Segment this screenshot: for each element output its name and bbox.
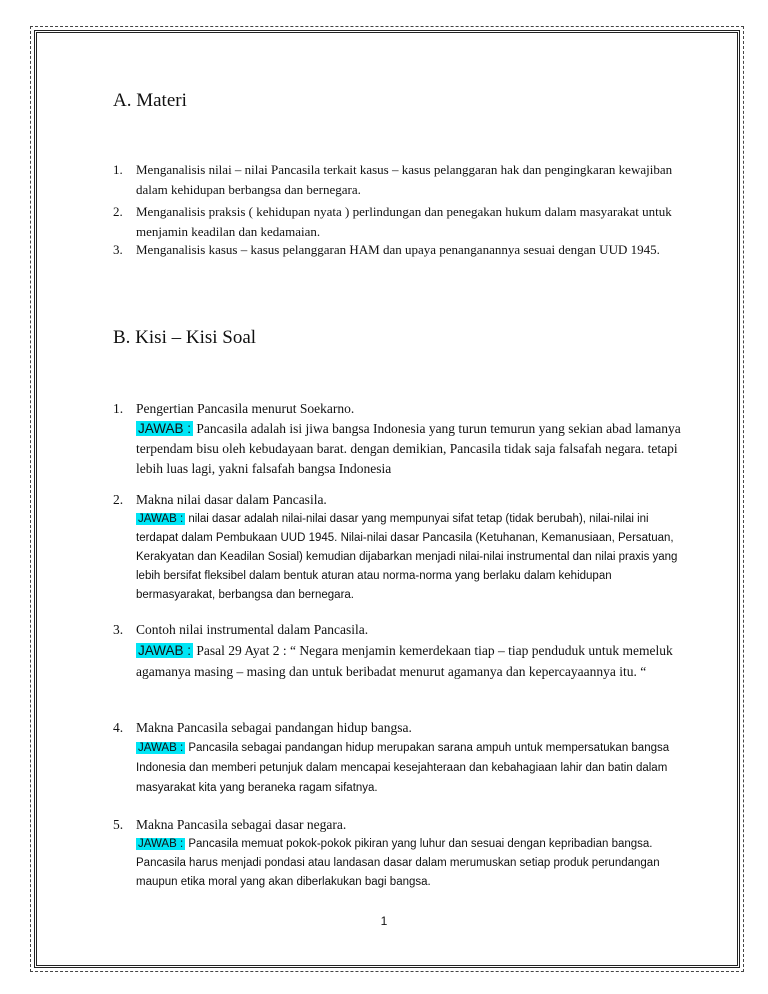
question-item — [113, 814, 688, 892]
materi-text: Menganalisis nilai – nilai Pancasila terkait kasus – kasus pelanggaran hak dan pengingkaran kewajiban dalam kehidupan berbangsa dan bernegara. — [136, 162, 673, 197]
list-number: 5. — [113, 817, 124, 832]
list-number: 3. — [113, 242, 123, 257]
materi-text: Menganalisis kasus – kasus pelanggaran HAM dan upaya penanganannya sesuai dengan UUD 1945. — [136, 242, 660, 257]
question-text: Pengertian Pancasila menurut Soekarno. — [136, 401, 355, 416]
question-item — [113, 717, 688, 798]
answer-text — [136, 835, 688, 892]
answer-body: Pancasila memuat pokok-pokok pikiran yang luhur dan sesuai dengan kepribadian bangsa. Pancasila harus menjadi pondasi atau landasan dasar dalam merumuskan setiap produk perundangan maupun etika moral yang akan diberlakukan bagi bangsa. — [136, 838, 660, 888]
materi-item — [113, 160, 688, 200]
jawab-label: JAWAB : — [138, 838, 184, 850]
materi-item — [113, 240, 688, 260]
question-item — [113, 398, 688, 479]
question-text: Makna Pancasila sebagai pandangan hidup bangsa. — [136, 720, 412, 735]
section-a-heading: A. Materi — [113, 90, 187, 111]
list-number: 1. — [113, 162, 123, 177]
question-item — [113, 619, 688, 682]
question-text: Contoh nilai instrumental dalam Pancasila. — [136, 622, 369, 637]
answer-body: Pancasila adalah isi jiwa bangsa Indonesia yang turun temurun yang sekian abad lamanya terpendam bisu oleh kebudayaan barat. dengan demikian, Pancasila tidak saja falsafah negara. tetapi lebih luas lagi, yakni falsafah bangsa Indonesia — [136, 421, 681, 476]
list-number: 1. — [113, 401, 124, 416]
answer-text — [136, 738, 688, 798]
answer-text — [136, 419, 688, 479]
list-number: 4. — [113, 720, 124, 735]
jawab-label: JAWAB : — [138, 513, 184, 525]
list-number: 3. — [113, 622, 124, 637]
answer-body: nilai dasar adalah nilai-nilai dasar yang mempunyai sifat tetap (tidak berubah), nilai-nilai ini terdapat dalam Pembukaan UUD 1945. Nilai-nilai dasar Pancasila (Ketuhanan, Kemanusiaan, Persatuan, Kerakyatan dan Keadilan Sosial) kemudian dijabarkan menjadi nilai-nilai instrumental dan nilai praxis yang lebih bersifat fleksibel dalam bentuk aturan atau norma-norma yang berlaku dalam kehidupan bermasyarakat, berbangsa dan bernegara. — [136, 513, 678, 601]
question-text: Makna Pancasila sebagai dasar negara. — [136, 817, 347, 832]
materi-text: Menganalisis praksis ( kehidupan nyata ) perlindungan dan penegakan hukum dalam masyarakat untuk menjamin keadilan dan kedamaian. — [136, 204, 672, 239]
answer-body: Pancasila sebagai pandangan hidup merupakan sarana ampuh untuk mempersatukan bangsa Indonesia dan memberi petunjuk dalam mencapai kesejahteraan dan kebahagiaan lahir dan batin dalam masyarakat kita yang beraneka ragam sifatnya. — [136, 742, 670, 794]
jawab-label: JAWAB : — [138, 421, 192, 436]
list-number: 2. — [113, 492, 124, 507]
question-text: Makna nilai dasar dalam Pancasila. — [136, 492, 327, 507]
answer-text — [136, 640, 688, 682]
page-number: 1 — [380, 914, 388, 928]
jawab-label: JAWAB : — [138, 643, 192, 658]
jawab-label: JAWAB : — [138, 742, 184, 754]
question-item — [113, 489, 688, 605]
list-number: 2. — [113, 204, 123, 219]
answer-text — [136, 510, 688, 605]
materi-item — [113, 202, 688, 242]
answer-body: Pasal 29 Ayat 2 : “ Negara menjamin kemerdekaan tiap – tiap penduduk untuk memeluk agamanya masing – masing dan untuk beribadat menurut agamanya dan kepercayaannya itu. “ — [136, 643, 673, 679]
section-b-heading: B. Kisi – Kisi Soal — [113, 327, 257, 348]
